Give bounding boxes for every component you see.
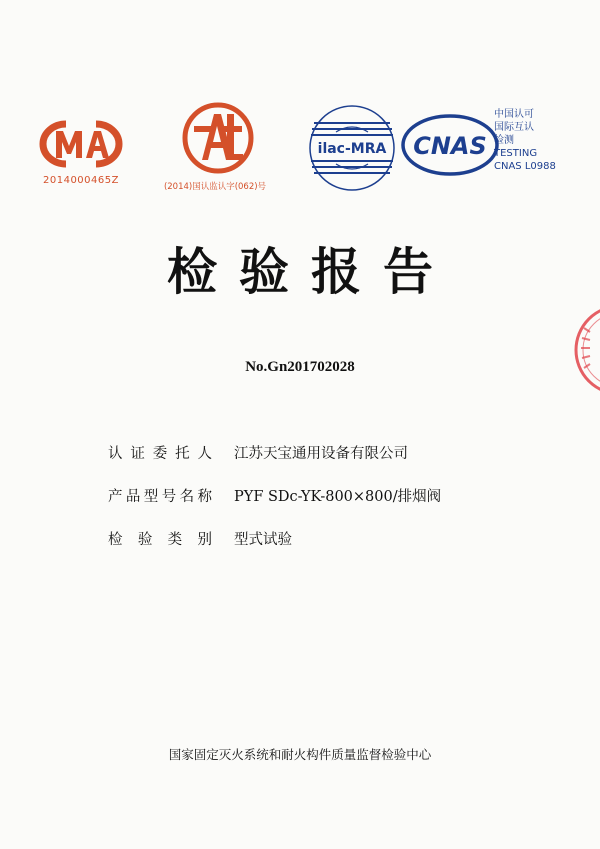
cal-code: (2014)国认监认字(062)号	[163, 182, 267, 192]
info-label: 检验类别	[108, 532, 212, 548]
cma-mark	[36, 118, 126, 193]
cnas-line: TESTING	[494, 148, 538, 159]
cal-mark	[150, 100, 280, 195]
cnas-logo-text: CNAS	[413, 132, 487, 160]
official-seal-stamp	[562, 300, 600, 400]
page-title: 检验报告	[167, 243, 455, 301]
certification-logos	[0, 0, 600, 200]
info-row-product	[108, 485, 568, 505]
info-value: PYF SDc-YK-800×800/排烟阀	[234, 489, 442, 505]
cnas-logo	[400, 113, 500, 177]
report-number: No.Gn201702028	[245, 359, 355, 375]
ilac-mra-logo	[306, 102, 398, 194]
cnas-line: 检测	[494, 135, 514, 146]
cnas-line: 中国认可	[494, 109, 534, 120]
cma-logo	[36, 118, 126, 170]
cal-logo	[180, 100, 256, 176]
info-label: 认证委托人	[108, 446, 212, 462]
report-info-block	[108, 442, 568, 571]
cnas-accreditation-text	[494, 108, 594, 173]
info-row-inspection-type	[108, 528, 568, 548]
info-label: 产品型号名称	[108, 489, 212, 505]
info-row-client	[108, 442, 568, 462]
cnas-line: CNAS L0988	[494, 161, 556, 172]
cnas-line: 国际互认	[494, 122, 534, 133]
ilac-logo-text: ilac-MRA	[317, 141, 387, 157]
info-value: 型式试验	[234, 532, 292, 548]
info-value: 江苏天宝通用设备有限公司	[234, 446, 408, 462]
cma-code: 2014000465Z	[43, 175, 119, 186]
issuing-organization: 国家固定灭火系统和耐火构件质量监督检验中心	[168, 747, 432, 762]
